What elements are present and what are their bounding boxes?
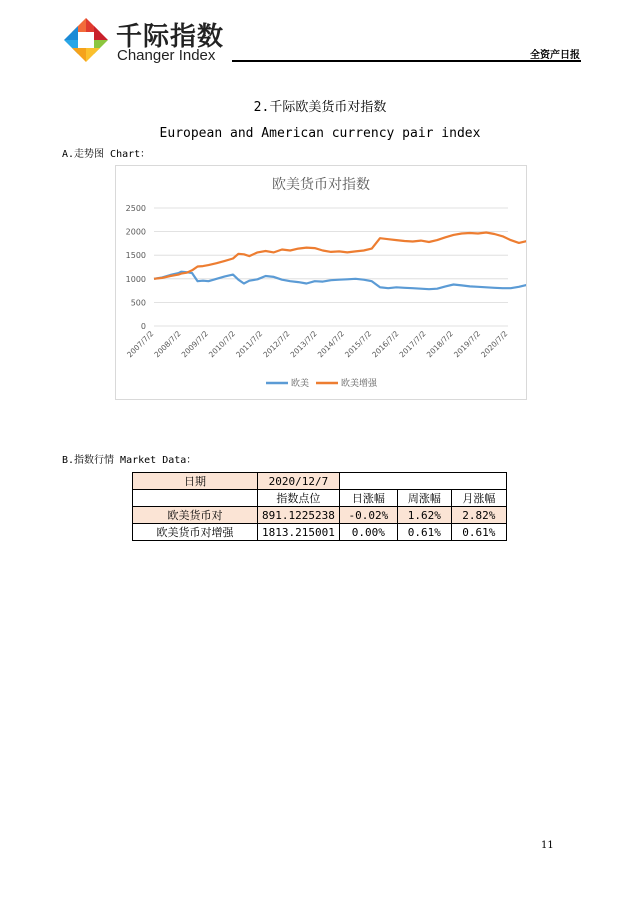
index-value-cell: 1813.215001 bbox=[258, 524, 340, 541]
x-tick-label: 2014/7/2 bbox=[315, 329, 347, 360]
report-name: 全资产日报 bbox=[530, 50, 580, 61]
x-tick-label: 2020/7/2 bbox=[479, 329, 510, 360]
table-header-row bbox=[133, 490, 507, 507]
x-tick-label: 2017/7/2 bbox=[397, 329, 428, 360]
series-line bbox=[154, 233, 526, 279]
empty-cell bbox=[339, 473, 506, 490]
row-name-cell: 欧美货币对增强 bbox=[133, 524, 258, 541]
market-data-table bbox=[132, 472, 507, 541]
series-line bbox=[154, 272, 526, 290]
market-data-label: B.指数行情 Market Data： bbox=[62, 455, 197, 466]
monthly-change-cell: 2.82% bbox=[451, 507, 506, 524]
table-row bbox=[133, 473, 507, 490]
y-tick-label: 0 bbox=[140, 322, 146, 331]
index-value-cell: 891.1225238 bbox=[258, 507, 340, 524]
section-title: 2.千际欧美货币对指数 bbox=[253, 100, 387, 115]
x-tick-label: 2008/7/2 bbox=[152, 329, 183, 360]
logo-chinese-text: 千际指数 bbox=[116, 22, 225, 52]
x-tick-label: 2016/7/2 bbox=[370, 329, 401, 360]
x-tick-label: 2009/7/2 bbox=[179, 329, 210, 360]
y-tick-label: 1000 bbox=[125, 274, 146, 284]
weekly-change-cell: 0.61% bbox=[397, 524, 451, 541]
section-subtitle: European and American currency pair index bbox=[159, 126, 481, 141]
row-name-cell: 欧美货币对 bbox=[133, 507, 258, 524]
logo-english-text: Changer Index bbox=[117, 47, 216, 64]
y-tick-label: 500 bbox=[130, 298, 146, 308]
index-trend-chart bbox=[115, 165, 527, 400]
x-tick-label: 2013/7/2 bbox=[288, 329, 319, 360]
column-header: 日涨幅 bbox=[339, 490, 397, 507]
x-tick-label: 2011/7/2 bbox=[234, 329, 265, 360]
daily-change-cell: -0.02% bbox=[339, 507, 397, 524]
legend-label: 欧美增强 bbox=[341, 379, 378, 389]
logo-mark-icon bbox=[62, 16, 110, 64]
chart-canvas bbox=[116, 166, 526, 399]
chart-section-label: A.走势图 Chart： bbox=[62, 149, 151, 160]
x-tick-label: 2019/7/2 bbox=[451, 329, 483, 360]
column-header: 周涨幅 bbox=[397, 490, 451, 507]
monthly-change-cell: 0.61% bbox=[451, 524, 506, 541]
weekly-change-cell: 1.62% bbox=[397, 507, 451, 524]
x-tick-label: 2007/7/2 bbox=[125, 329, 156, 360]
x-tick-label: 2018/7/2 bbox=[424, 329, 455, 360]
x-tick-label: 2010/7/2 bbox=[206, 329, 238, 360]
table-row bbox=[133, 524, 507, 541]
y-tick-label: 2000 bbox=[125, 227, 146, 237]
table-row bbox=[133, 507, 507, 524]
chart-title: 欧美货币对指数 bbox=[272, 177, 370, 193]
changer-index-logo bbox=[62, 16, 237, 64]
y-tick-label: 2500 bbox=[125, 204, 146, 213]
x-tick-label: 2015/7/2 bbox=[343, 329, 374, 360]
page-number: 11 bbox=[541, 840, 554, 851]
column-header: 指数点位 bbox=[258, 490, 340, 507]
header-divider bbox=[232, 60, 581, 62]
column-header: 月涨幅 bbox=[451, 490, 506, 507]
empty-cell bbox=[133, 490, 258, 507]
y-tick-label: 1500 bbox=[125, 251, 146, 261]
date-label-cell: 日期 bbox=[133, 473, 258, 490]
x-tick-label: 2012/7/2 bbox=[261, 329, 292, 360]
daily-change-cell: 0.00% bbox=[339, 524, 397, 541]
legend-label: 欧美 bbox=[291, 379, 310, 389]
date-value-cell: 2020/12/7 bbox=[258, 473, 340, 490]
